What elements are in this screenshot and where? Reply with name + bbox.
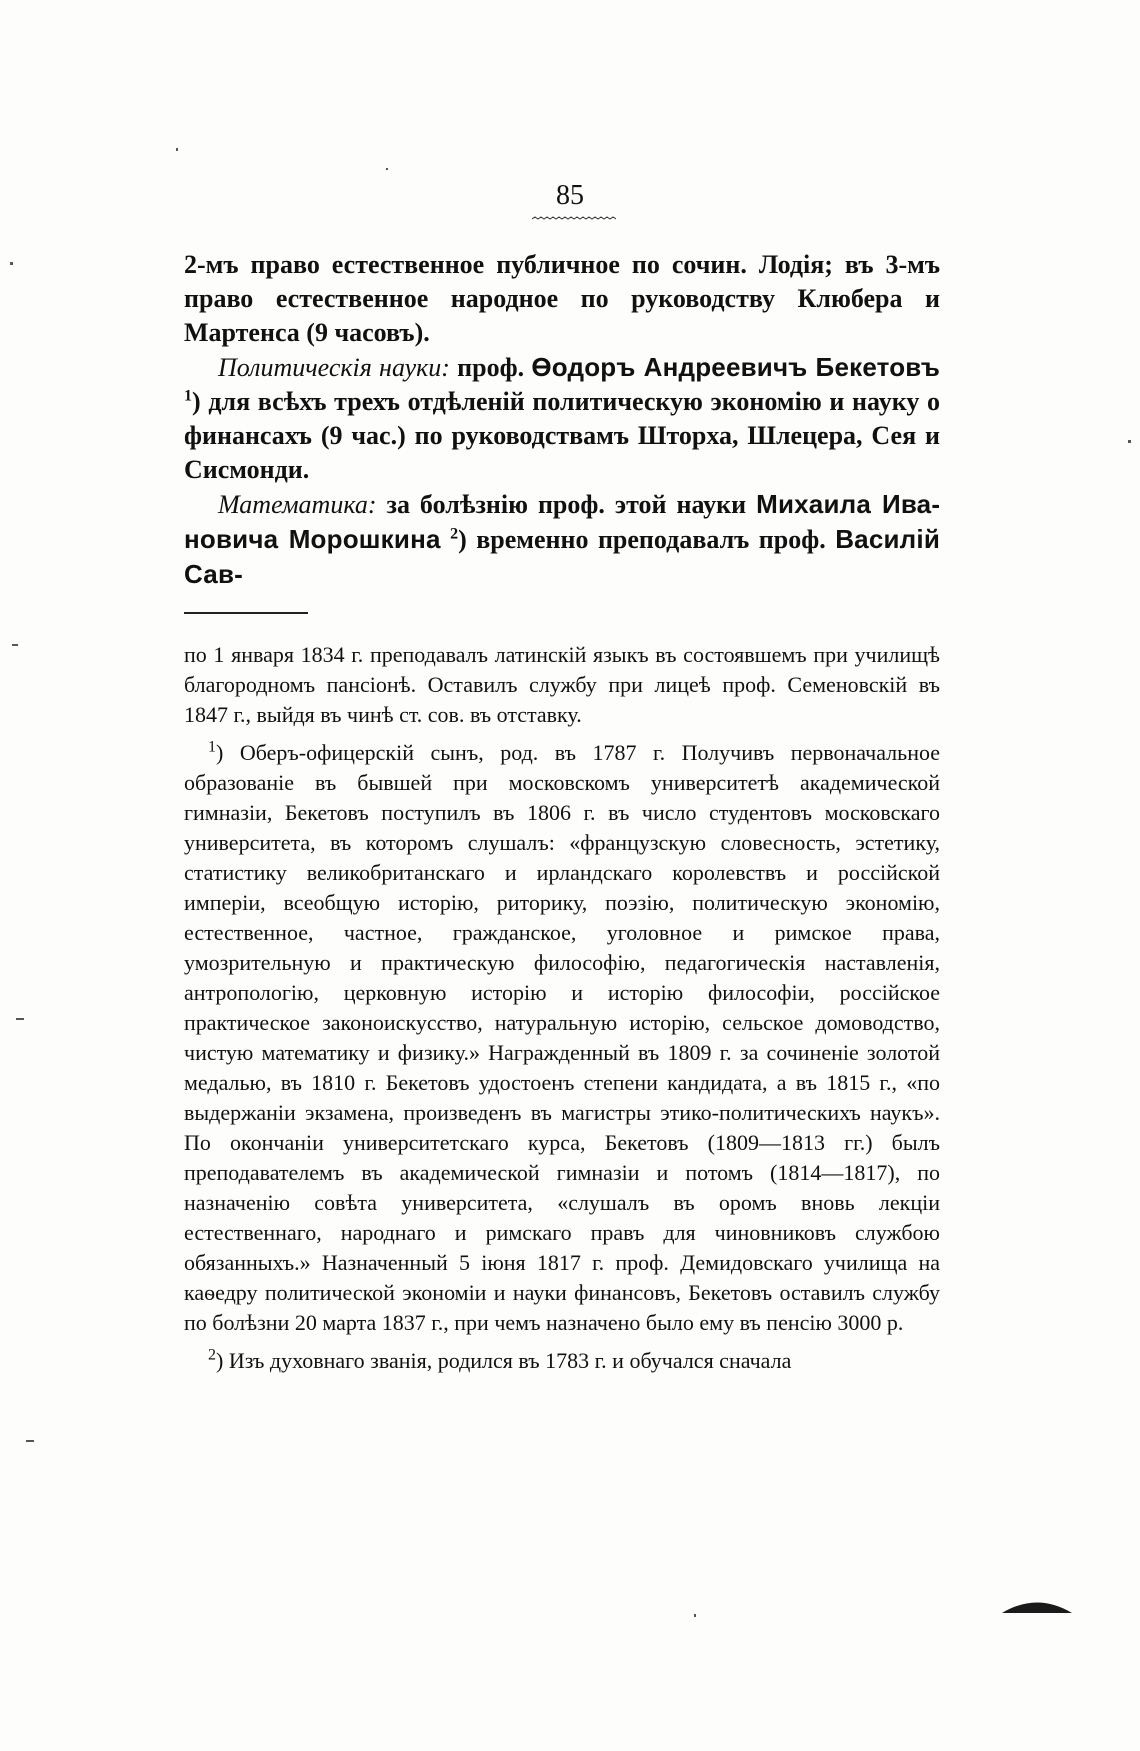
footnote-1	[184, 738, 940, 1338]
paragraph-law-courses: 2-мъ право естественное публичное по сочин. Лодія; въ 3-мъ право естественное народное по руководству Клюбера и Мартенса (9 часовъ).	[184, 250, 940, 347]
section-label-political-sciences: Политическія науки:	[218, 353, 450, 382]
person-name-moroshkin: Михаила Ивановича Морошкина	[184, 489, 941, 554]
footnote-2-mark: 2	[208, 1346, 216, 1364]
section-label-mathematics: Математика:	[218, 490, 377, 519]
person-name-beketov: Өодоръ Андреевичъ Бекетовъ	[531, 352, 941, 382]
scan-arc-mark	[1000, 1598, 1074, 1614]
scan-mark	[26, 1440, 34, 1442]
footnote-continuation: по 1 января 1834 г. преподавалъ латинскій языкъ въ состоявшемъ при училищѣ благородномъ пансіонѣ. Оставилъ службу при лицеѣ проф. Семеновскій въ 1847 г., выйдя въ чинѣ ст. сов. въ отставку.	[184, 642, 940, 727]
scan-mark	[16, 1018, 24, 1020]
paragraph-political-sciences	[184, 350, 940, 487]
footnote-ref-2: 2	[450, 525, 459, 543]
scan-mark	[12, 644, 18, 646]
footnote-separator	[184, 612, 308, 614]
footnote-1-text: ) Оберъ-офицерскій сынъ, род. въ 1787 г. Получивъ первоначальное образованіе въ бывшей при московскомъ университетѣ академической гимназіи, Бекетовъ поступилъ въ 1806 г. въ число студентовъ московскаго университета, въ которомъ слушалъ: «французскую словесность, эстетику, статистику великобританскаго и ирландскаго королевствъ и россійской имперіи, всеобщую исторію, риторику, поэзію, политическую экономію, естественное, частное, гражданское, уголовное и римское права, умозрительную и практическую философію, педагогическія наставленія, антропологію, церковную исторію и исторію философіи, россійское практическое законоискусство, натуральную исторію, сельское домоводство, чистую математику и физику.» Награжденный въ 1809 г. за сочиненіе золотой медалью, въ 1810 г. Бекетовъ удостоенъ степени кандидата, а въ 1815 г., «по выдержаніи экзамена, произведенъ въ магистры этико-политическихъ наукъ». По окончаніи университетскаго курса, Бекетовъ (1809—1813 гг.) былъ преподавателемъ въ академической гимназіи и потомъ (1814—1817), по назначенію совѣта университета, «слушалъ въ оромъ вновь лекціи естественнаго, народнаго и римскаго правъ для чиновниковъ службою обязанныхъ.» Назначенный 5 іюня 1817 г. проф. Демидовскаго училища на каѳедру политической экономіи и науки финансовъ, Бекетовъ оставилъ службу по болѣзни 20 марта 1837 г., при чемъ назначено было ему въ пенсію 3000 р.	[184, 740, 940, 1335]
footnote-1-mark: 1	[208, 738, 216, 756]
footnote-2-text: ) Изъ духовнаго званія, родился въ 1783 г. и обучался сначала	[216, 1348, 792, 1373]
paragraph-mathematics	[184, 487, 940, 592]
page-number-wavy-rule	[532, 216, 616, 220]
text-span: за болѣзнію проф. этой науки	[376, 490, 757, 519]
scan-mark	[386, 168, 388, 170]
text-span: ) временно преподавалъ проф.	[458, 525, 836, 554]
scan-mark	[176, 148, 178, 151]
main-text	[184, 248, 940, 592]
person-name-vasily: Василій Сав-	[184, 524, 941, 589]
footnote-2	[184, 1346, 940, 1376]
page-number: 85	[556, 180, 584, 211]
footnotes	[184, 640, 940, 1376]
text-span: ) для всѣхъ трехъ отдѣленій политическую экономію и науку о финансахъ (9 час.) по руководствамъ Шторха, Шлецера, Сея и Сисмонди.	[184, 387, 940, 484]
text-span: проф.	[449, 353, 532, 382]
scan-mark	[1128, 440, 1131, 443]
scan-mark	[694, 1614, 696, 1617]
footnote-ref-1: 1	[184, 387, 192, 405]
scan-mark	[10, 262, 13, 265]
